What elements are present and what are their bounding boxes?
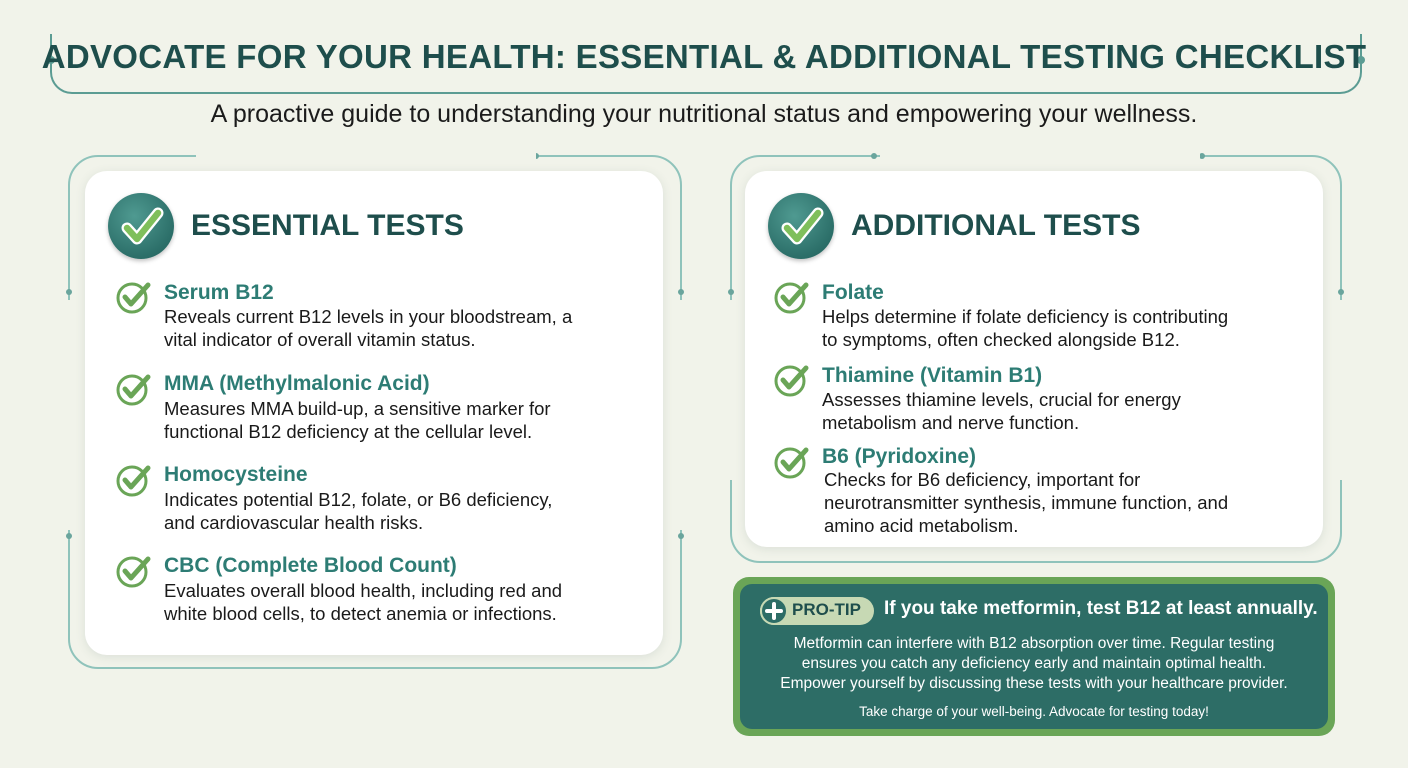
frame-gap <box>673 300 683 530</box>
plus-circle-icon <box>760 597 788 625</box>
pro-tip-label: PRO-TIP <box>792 600 861 619</box>
frame-dot <box>1338 289 1344 295</box>
test-description: Reveals current B12 levels in your bloodstream, a vital indicator of overall vitamin status. <box>164 306 573 350</box>
frame-dot <box>66 533 72 539</box>
test-description: Indicates potential B12, folate, or B6 deficiency, and cardiovascular health risks. <box>164 489 553 533</box>
frame-gap <box>725 300 735 480</box>
page-subtitle: A proactive guide to understanding your nutritional status and empowering your wellness. <box>210 100 1198 128</box>
frame-gap <box>1335 300 1345 480</box>
test-title-thiamine: Thiamine (Vitamin B1) <box>822 364 1043 387</box>
test-title-homocysteine: Homocysteine <box>164 463 308 486</box>
check-circle-icon <box>774 444 812 480</box>
test-title-cbc: CBC (Complete Blood Count) <box>164 554 457 577</box>
frame-dot <box>66 289 72 295</box>
check-circle-icon <box>116 553 154 589</box>
test-description: Evaluates overall blood health, including red and white blood cells, to detect anemia or infections. <box>164 580 563 624</box>
page-title: ADVOCATE FOR YOUR HEALTH: ESSENTIAL & ADDITIONAL TESTING CHECKLIST <box>41 38 1367 75</box>
additional-tests-heading: ADDITIONAL TESTS <box>851 209 1141 242</box>
checkmark-badge-icon <box>108 193 174 259</box>
test-title-mma: MMA (Methylmalonic Acid) <box>164 372 430 395</box>
frame-dot <box>678 533 684 539</box>
pro-tip-call-to-action: Take charge of your well-being. Advocate for testing today! <box>859 704 1209 719</box>
check-circle-icon <box>116 462 154 498</box>
test-description: Assesses thiamine levels, crucial for energy metabolism and nerve function. <box>822 389 1181 433</box>
frame-dot <box>871 153 877 159</box>
check-circle-icon <box>774 362 812 398</box>
check-circle-icon <box>774 279 812 315</box>
test-title-serum-b12: Serum B12 <box>164 281 274 304</box>
check-circle-icon <box>116 371 154 407</box>
pro-tip-headline: If you take metformin, test B12 at least annually. <box>884 598 1318 619</box>
test-title-folate: Folate <box>822 281 884 304</box>
frame-gap <box>63 300 73 530</box>
checkmark-badge-icon <box>768 193 834 259</box>
test-description: Measures MMA build-up, a sensitive marker for functional B12 deficiency at the cellular level. <box>164 398 551 442</box>
check-circle-icon <box>116 279 154 315</box>
pro-tip-body: Metformin can interfere with B12 absorption over time. Regular testing ensures you catch any deficiency early and maintain optimal health. Empower yourself by discussing these tests with your healthcare provider. <box>780 635 1288 692</box>
test-title-b6: B6 (Pyridoxine) <box>822 445 977 468</box>
frame-dot <box>728 289 734 295</box>
frame-dot <box>678 289 684 295</box>
frame-gap <box>880 150 1200 160</box>
test-description: Helps determine if folate deficiency is contributing to symptoms, often checked alongside B12. <box>822 306 1229 350</box>
frame-gap <box>196 150 536 160</box>
test-description: Checks for B6 deficiency, important for neurotransmitter synthesis, immune function, and amino acid metabolism. <box>824 469 1229 536</box>
essential-tests-heading: ESSENTIAL TESTS <box>191 209 464 242</box>
